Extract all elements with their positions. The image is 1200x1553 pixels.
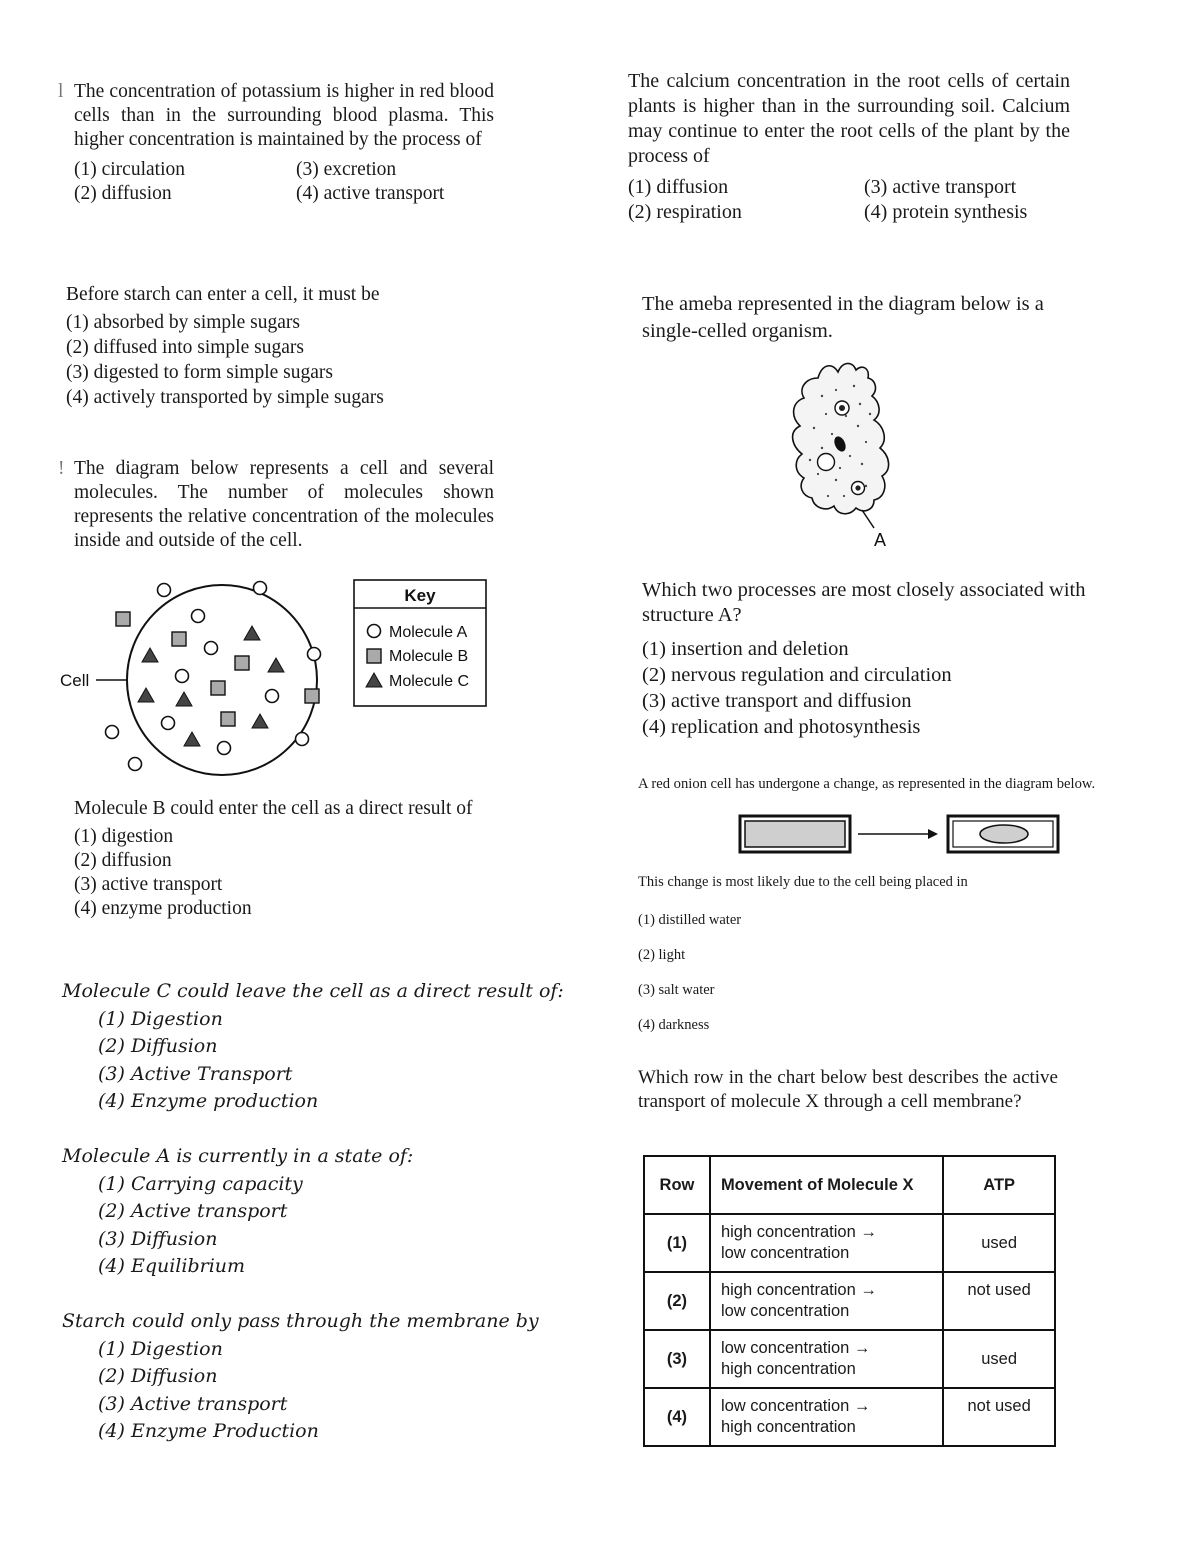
question-potassium (58, 80, 498, 206)
key-label-molecule-c: Molecule C (389, 673, 470, 690)
structure-a-pointer (862, 510, 874, 528)
option[interactable]: (2) diffusion (74, 183, 172, 204)
option[interactable]: (4) Equilibrium (98, 1255, 246, 1277)
molecule-b (211, 681, 225, 695)
option[interactable]: (1) Carrying capacity (98, 1172, 303, 1195)
option[interactable]: (2) diffusion (74, 850, 172, 871)
option[interactable]: (2) diffused into simple sugars (66, 337, 304, 358)
option[interactable]: (2) nervous regulation and circulation (642, 664, 952, 686)
options (628, 175, 1070, 225)
option[interactable]: (1) Digestion (98, 1337, 223, 1360)
movement-cell: high concentration → low concentration (710, 1214, 943, 1272)
table-row[interactable] (644, 1330, 1055, 1388)
molecule-c (176, 692, 192, 706)
column-header: Row (644, 1156, 710, 1214)
question-number-fragment: ! (58, 458, 65, 479)
molecule-a-group (106, 582, 321, 771)
question-ameba (642, 578, 1112, 740)
column-header: Movement of Molecule X (710, 1156, 943, 1214)
atp-cell: used (943, 1214, 1055, 1272)
option[interactable]: (1) distilled water (638, 912, 742, 928)
cell-label: Cell (60, 671, 90, 690)
change-arrow-head (928, 829, 938, 839)
options (66, 310, 506, 410)
molecule-b (235, 656, 249, 670)
molecule-b (116, 612, 130, 626)
option[interactable]: (4) darkness (638, 1017, 710, 1033)
molecule-a (218, 742, 231, 755)
key-label-molecule-a: Molecule A (389, 624, 468, 641)
active-transport-table (643, 1155, 1056, 1447)
cell-diagram (58, 572, 498, 782)
molecule-b (221, 712, 235, 726)
molecule-b (305, 689, 319, 703)
question-stem: The calcium concentration in the root cells of certain plants is higher than in the surrounding soil. Calcium may continue to enter the root cells of the plant by the process of (628, 70, 1070, 167)
movement-cell: high concentration → low concentration (710, 1272, 943, 1330)
table-row[interactable] (644, 1388, 1055, 1446)
option[interactable]: (3) active transport (864, 176, 1017, 198)
key-title: Key (404, 586, 436, 605)
molecule-c (138, 688, 154, 702)
question-stem: This change is most likely due to the cell being placed in (638, 874, 968, 890)
question-starch-entry (66, 283, 506, 410)
row-number: (1) (644, 1214, 710, 1272)
question-molecule-c (62, 978, 582, 1116)
question-stem: The diagram below represents a cell and several molecules. The number of molecules shown represents the relative concentration of the molecules inside and outside of the cell. (74, 458, 494, 551)
molecule-a (158, 584, 171, 597)
molecule-a (192, 610, 205, 623)
onion-cell-before-contents (745, 821, 845, 847)
question-molecule-b (74, 797, 504, 921)
options (638, 910, 1178, 1050)
question-starch-membrane (62, 1308, 582, 1446)
question-cell-diagram-intro (58, 457, 498, 553)
option[interactable]: (4) actively transported by simple sugars (66, 387, 384, 408)
row-number: (3) (644, 1330, 710, 1388)
molecule-a (106, 726, 119, 739)
question-stem: Molecule C could leave the cell as a direct result of: (62, 980, 564, 1002)
option[interactable]: (3) Diffusion (98, 1227, 218, 1250)
option[interactable]: (1) circulation (74, 159, 185, 180)
food-particle (855, 485, 860, 490)
option[interactable]: (4) active transport (296, 183, 445, 204)
question-calcium (628, 69, 1070, 225)
molecule-a (266, 690, 279, 703)
molecule-a (296, 733, 309, 746)
molecule-c (252, 714, 268, 728)
column-header: ATP (943, 1156, 1055, 1214)
question-stem: Starch could only pass through the membrane by (62, 1310, 539, 1332)
options (642, 636, 1112, 740)
option[interactable]: (3) Active transport (98, 1392, 288, 1415)
option[interactable]: (1) diffusion (628, 176, 729, 198)
molecule-a (162, 717, 175, 730)
question-number-fragment: l (58, 81, 64, 102)
molecule-a (176, 670, 189, 683)
option[interactable]: (3) active transport (74, 874, 223, 895)
atp-cell: used (943, 1330, 1055, 1388)
molecule-c (184, 732, 200, 746)
key-symbol-molecule-b (367, 649, 381, 663)
question-onion (638, 872, 1178, 1050)
structure-a-label: A (874, 530, 887, 550)
option[interactable]: (3) active transport and diffusion (642, 690, 912, 712)
molecule-a (254, 582, 267, 595)
option[interactable]: (4) enzyme production (74, 898, 252, 919)
molecule-c (268, 658, 284, 672)
ameba-diagram (770, 356, 920, 552)
option[interactable]: (4) Enzyme Production (98, 1420, 319, 1442)
option[interactable]: (3) digested to form simple sugars (66, 362, 333, 383)
option[interactable]: (4) protein synthesis (864, 201, 1028, 223)
question-stem: Before starch can enter a cell, it must be (66, 284, 380, 305)
molecule-a (205, 642, 218, 655)
question-ameba-intro: The ameba represented in the diagram below is a single-celled organism. (642, 293, 1044, 342)
contractile-vacuole (818, 454, 835, 471)
molecule-c (142, 648, 158, 662)
food-particle (839, 405, 845, 411)
molecule-a (129, 758, 142, 771)
movement-cell: low concentration → high concentration (710, 1388, 943, 1446)
onion-cell-diagram (738, 812, 1062, 858)
atp-cell: not used (943, 1272, 1055, 1330)
option[interactable]: (2) Active transport (98, 1200, 288, 1222)
question-molecule-a (62, 1143, 582, 1281)
option[interactable]: (2) Diffusion (98, 1365, 218, 1387)
option[interactable]: (1) digestion (74, 826, 174, 847)
option[interactable]: (3) Active Transport (98, 1062, 293, 1085)
molecule-b-group (116, 612, 319, 726)
option[interactable]: (1) Digestion (98, 1007, 223, 1030)
option[interactable]: (4) replication and photosynthesis (642, 716, 921, 738)
table-row[interactable] (644, 1214, 1055, 1272)
molecule-c (244, 626, 260, 640)
question-stem: Molecule B could enter the cell as a direct result of (74, 798, 473, 819)
row-number: (4) (644, 1388, 710, 1446)
question-stem: Which two processes are most closely associated with structure A? (642, 579, 1086, 626)
option[interactable]: (3) salt water (638, 982, 715, 998)
question-stem: The concentration of potassium is higher in red blood cells than in the surrounding blood plasma. This higher concentration is maintained by the process of (74, 81, 494, 150)
atp-cell: not used (943, 1388, 1055, 1446)
key-symbol-molecule-a (368, 625, 381, 638)
movement-cell: low concentration → high concentration (710, 1330, 943, 1388)
question-onion-intro: A red onion cell has undergone a change, as represented in the diagram below. (638, 776, 1096, 792)
options (58, 158, 498, 206)
option[interactable]: (3) excretion (296, 159, 397, 180)
option[interactable]: (2) light (638, 947, 686, 963)
option[interactable]: (2) Diffusion (98, 1035, 218, 1057)
option[interactable]: (1) insertion and deletion (642, 638, 849, 660)
table-header-row (644, 1156, 1055, 1214)
key-label-molecule-b: Molecule B (389, 648, 469, 665)
table-row[interactable] (644, 1272, 1055, 1330)
molecule-b (172, 632, 186, 646)
option[interactable]: (1) absorbed by simple sugars (66, 312, 300, 333)
option[interactable]: (4) Enzyme production (98, 1090, 319, 1112)
row-number: (2) (644, 1272, 710, 1330)
question-active-transport-chart: Which row in the chart below best describes the active transport of molecule X through a cell membrane? (638, 1067, 1058, 1112)
molecule-a (308, 648, 321, 661)
option[interactable]: (2) respiration (628, 201, 742, 223)
question-stem: Molecule A is currently in a state of: (62, 1145, 414, 1167)
onion-cell-after-contents (980, 825, 1028, 843)
options (74, 825, 504, 921)
